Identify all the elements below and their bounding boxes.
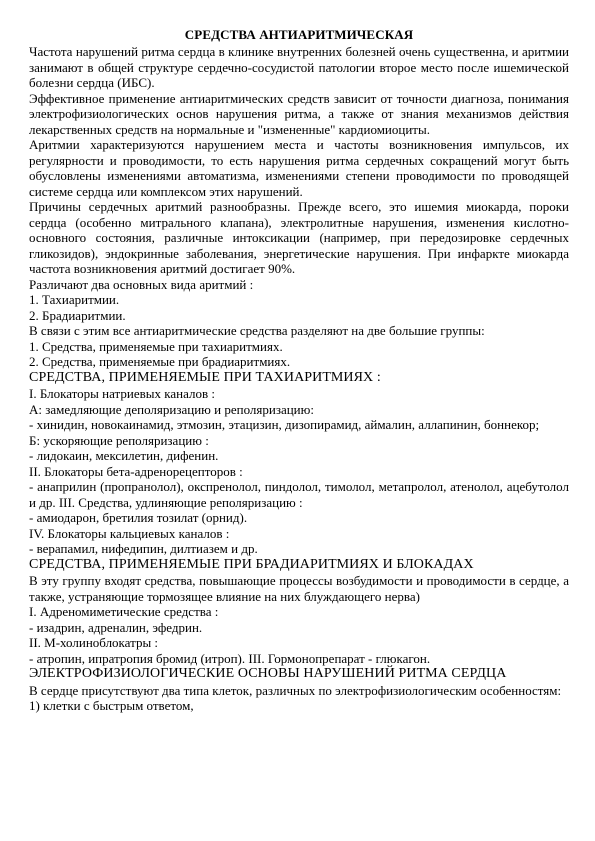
cell-type-item-1: 1) клетки с быстрым ответом, xyxy=(29,698,194,713)
section-heading-brady: СРЕДСТВА, ПРИМЕНЯЕМЫЕ ПРИ БРАДИАРИТМИЯХ И БЛОКАДАХ xyxy=(29,556,474,572)
document-title: СРЕДСТВА АНТИАРИТМИЧЕСКАЯ xyxy=(184,27,414,42)
intro-paragraph: Частота нарушений ритма сердца в клинике внутренних болезней очень существенна, и аритмии занимают в общей структуре сердечно-сосудистой патологии второе место после ишемической болезни сердца (ИБС). xyxy=(29,44,569,90)
groups-intro: В связи с этим все антиаритмические средства разделяют на две большие группы: xyxy=(29,323,485,338)
subclass-b-drugs: - лидокаин, мексилетин, дифенин. xyxy=(29,448,219,463)
brady-class-ii-drugs: - атропин, ипратропия бромид (итроп). III. Гормонопрепарат - глюкагон. xyxy=(29,650,431,666)
brady-intro-paragraph: В эту группу входят средства, повышающие процессы возбудимости и проводимости в сердце, а также, устраняющие тормозящее влияние на них блуждающего нерва) xyxy=(29,573,569,604)
subclass-a-heading: А: замедляющие деполяризацию и реполяризацию: xyxy=(29,401,314,417)
brady-class-ii-heading: II. М-холиноблокатры : xyxy=(29,635,159,650)
class-iii-drugs: - амиодарон, бретилия тозилат (орнид). xyxy=(29,510,248,525)
cell-types-paragraph: В сердце присутствуют два типа клеток, различных по электрофизиологическим особенностям: xyxy=(29,682,562,698)
subclass-b-heading: Б: ускоряющие реполяризацию : xyxy=(29,432,209,448)
class-iv-heading: IV. Блокаторы кальциевых каналов : xyxy=(29,525,230,541)
class-ii-heading: II. Блокаторы бета-адренорецепторов : xyxy=(29,463,243,479)
types-intro: Различают два основных вида аритмий : xyxy=(29,276,254,292)
efficacy-paragraph: Эффективное применение антиаритмических средств зависит от точности диагноза, понимания электрофизиологических основ нарушения ритма, а также от знания механизмов действия лекарственных средств на нормальные и "измененные" кардиомиоциты. xyxy=(29,90,569,137)
type-item-1: 1. Тахиаритмии. xyxy=(29,292,120,307)
class-ii-drugs: - анаприлин (пропранолол), окспренолол, пиндолол, тимолол, метапролол, атенолол, ацебутолол и др. III. Средства, удлиняющие реполяризацию : xyxy=(29,479,569,510)
group-item-2: 2. Средства, применяемые при брадиаритмиях. xyxy=(29,354,291,369)
group-item-1: 1. Средства, применяемые при тахиаритмиях. xyxy=(29,338,283,354)
subclass-a-drugs: - хинидин, новокаинамид, этмозин, этацизин, дизопирамид, аймалин, аллапинин, боннекор; xyxy=(29,417,540,432)
section-heading-electrophysiology: ЭЛЕКТРОФИЗИОЛОГИЧЕСКИЕ ОСНОВЫ НАРУШЕНИЙ РИТМА СЕРДЦА xyxy=(29,666,507,681)
characteristics-paragraph: Аритмии характеризуются нарушением места и частоты возникновения импульсов, их регулярности и проводимости, то есть нарушения ритма сердечных сокращений могут быть обусловлены изменениями автоматизма, изменениями степени проводимости по проводящей системе сердца или комплексом этих нарушений. xyxy=(29,137,569,199)
section-heading-tachy: СРЕДСТВА, ПРИМЕНЯЕМЫЕ ПРИ ТАХИАРИТМИЯХ : xyxy=(29,369,381,385)
document-body xyxy=(29,27,569,714)
type-item-2: 2. Брадиаритмии. xyxy=(29,307,126,323)
class-i-heading: I. Блокаторы натриевых каналов : xyxy=(29,386,215,401)
class-iv-drugs: - верапамил, нифедипин, дилтиазем и др. xyxy=(29,541,258,556)
brady-class-i-drugs: - изадрин, адреналин, эфедрин. xyxy=(29,619,203,635)
brady-class-i-heading: I. Адреномиметические средства : xyxy=(29,604,219,619)
causes-paragraph: Причины сердечных аритмий разнообразны. Прежде всего, это ишемия миокарда, пороки сердца (особенно митрального клапана), электролитные нарушения, изменения кислотно-основного состояния, различные интоксикации (например, при передозировке сердечных гликозидов), эндокринные заболевания, энергетические нарушения. При инфаркте миокарда частота возникновения аритмий достигает 90%. xyxy=(29,199,569,276)
